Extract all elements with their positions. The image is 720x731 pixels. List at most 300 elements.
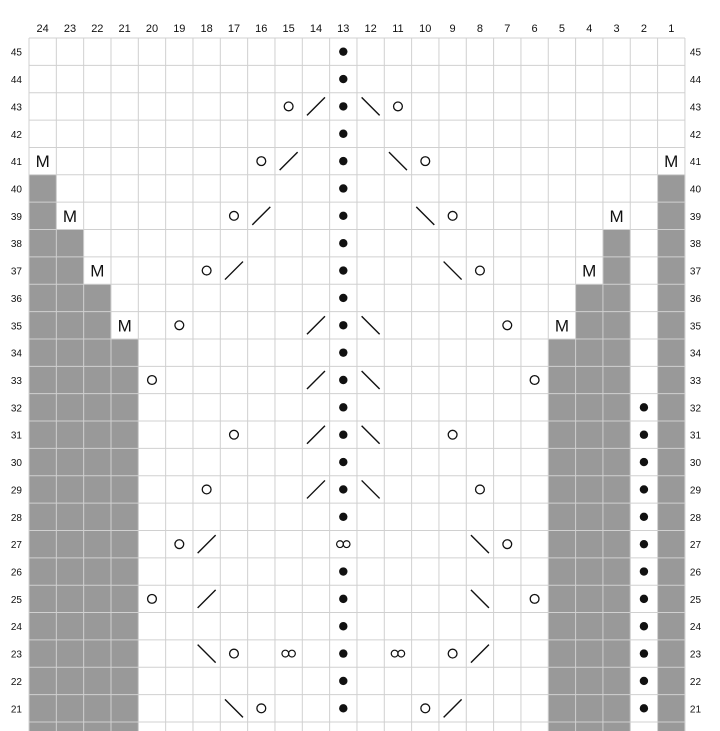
gray-cell [56,695,84,723]
make-one-symbol: M [582,261,597,281]
gray-cell [84,585,112,613]
yarn-over-symbol [175,321,184,330]
ssk-symbol [225,699,243,717]
row-number-left: 22 [10,676,22,688]
k2tog-symbol [280,152,298,170]
k2tog-symbol [307,316,325,334]
gray-cell [29,722,57,731]
gray-cell [29,394,57,422]
gray-cell [658,640,686,668]
filled-dot-symbol [339,294,347,302]
column-number: 18 [200,23,213,35]
yarn-over-symbol [448,211,457,220]
filled-dot-symbol [640,403,648,411]
gray-cell [603,613,631,641]
gray-cell [29,448,57,476]
ssk-symbol [471,535,489,553]
ssk-symbol [389,152,407,170]
double-yarn-over-symbol [391,650,398,657]
row-number-right: 28 [689,512,702,524]
column-number: 7 [504,23,511,35]
gray-cell [548,585,576,613]
filled-dot-symbol [640,458,648,466]
gray-cell [603,339,631,367]
column-number: 20 [145,23,159,35]
gray-cell [576,722,604,731]
column-number: 8 [476,23,484,35]
make-one-symbol: M [554,316,570,336]
gray-cell [56,667,84,695]
yarn-over-symbol [257,157,266,166]
gray-cell [56,230,84,258]
gray-cell [576,667,604,695]
gray-cell [111,394,139,422]
k2tog-symbol [307,426,325,444]
row-number-right: 31 [689,430,702,442]
yarn-over-symbol [448,649,457,658]
make-one-symbol: M [117,316,132,336]
double-yarn-over-symbol [282,650,289,657]
gray-cell [29,640,57,668]
gray-cell [29,695,57,723]
ssk-symbol [362,316,380,334]
filled-dot-symbol [640,485,648,493]
gray-cell [658,503,686,531]
gray-cell [658,230,686,258]
gray-cell [548,476,576,504]
gray-cell [603,667,631,695]
gray-cell [658,667,686,695]
filled-dot-symbol [339,458,347,466]
filled-dot-symbol [339,567,347,575]
gray-cell [84,366,112,394]
gray-cell [548,448,576,476]
gray-cell [548,640,576,668]
double-yarn-over-symbol [289,650,296,657]
gray-cell [111,366,139,394]
column-number: 16 [255,23,268,35]
gray-cell [576,585,604,613]
filled-dot-symbol [339,595,347,603]
gray-cell [56,503,84,531]
gray-cell [84,613,112,641]
gray-cell [603,284,631,312]
gray-cell [548,613,576,641]
row-number-right: 35 [689,321,702,333]
make-one-symbol: M [62,206,78,226]
gray-cell [658,175,686,203]
row-number-left: 30 [10,458,22,470]
row-number-right: 34 [689,348,702,360]
gray-cell [548,558,576,586]
gray-cell [84,503,112,531]
ssk-symbol [362,371,380,389]
gray-cell [548,530,576,558]
filled-dot-symbol [339,348,347,356]
gray-cell [29,175,57,203]
gray-cell [56,722,84,731]
k2tog-symbol [471,645,489,663]
column-number: 17 [227,23,241,35]
ssk-symbol [471,590,489,608]
row-number-left: 27 [10,540,22,552]
gray-cell [56,284,84,312]
gray-cell [576,503,604,531]
gray-cell [84,695,112,723]
gray-cell [548,394,576,422]
gray-cell [111,722,139,731]
gray-cell [84,558,112,586]
row-number-left: 31 [10,430,22,442]
gray-cell [576,339,604,367]
k2tog-symbol [307,480,325,498]
column-number: 13 [337,23,350,35]
yarn-over-symbol [448,430,457,439]
make-one-symbol: M [90,261,105,281]
gray-cell [111,640,139,668]
row-number-left: 45 [10,47,22,59]
gray-cell [29,284,57,312]
gray-cell [548,421,576,449]
yarn-over-symbol [202,485,211,494]
gray-cell [29,585,57,613]
row-number-right: 40 [689,184,702,196]
ssk-symbol [362,480,380,498]
k2tog-symbol [307,97,325,115]
yarn-over-symbol [421,704,430,713]
row-number-right: 41 [689,157,702,169]
gray-cell [603,312,631,340]
gray-cell [576,558,604,586]
gray-cell [56,640,84,668]
gray-cell [84,530,112,558]
gray-cell [29,312,57,340]
gray-cell [658,448,686,476]
filled-dot-symbol [640,649,648,657]
gray-cell [548,339,576,367]
gray-cell [29,366,57,394]
column-number: 9 [449,23,456,35]
filled-dot-symbol [640,677,648,685]
gray-cell [603,695,631,723]
row-number-right: 22 [689,676,702,688]
k2tog-symbol [444,699,462,717]
ssk-symbol [444,262,462,280]
gray-cell [658,312,686,340]
row-number-left: 35 [10,321,22,333]
k2tog-symbol [225,262,243,280]
gray-cell [111,558,139,586]
gray-cell [603,722,631,731]
row-number-left: 21 [10,704,22,716]
gray-cell [29,530,57,558]
make-one-symbol: M [609,206,624,226]
row-number-right: 39 [689,211,702,223]
row-number-left: 24 [10,622,22,634]
gray-cell [29,339,57,367]
gray-cell [603,421,631,449]
gray-cell [658,257,686,285]
ssk-symbol [416,207,434,225]
gray-cell [29,202,57,230]
row-number-left: 43 [10,102,22,114]
gray-cell [603,640,631,668]
yarn-over-symbol [503,540,512,549]
gray-cell [576,366,604,394]
row-number-left: 44 [10,75,22,87]
filled-dot-symbol [339,47,347,55]
gray-cell [603,257,631,285]
filled-dot-symbol [339,376,347,384]
gray-cell [603,585,631,613]
row-number-left: 41 [10,157,22,169]
ssk-symbol [362,97,380,115]
filled-dot-symbol [339,677,347,685]
row-number-right: 33 [689,376,702,387]
gray-cell [56,585,84,613]
row-number-right: 42 [689,129,702,141]
yarn-over-symbol [175,540,184,549]
gray-cell [603,503,631,531]
gray-cell [84,421,112,449]
gray-cell [658,339,686,367]
filled-dot-symbol [339,212,347,220]
gray-cell [111,339,139,367]
gray-cell [111,667,139,695]
gray-cell [84,640,112,668]
row-number-right: 21 [689,704,702,716]
ssk-symbol [362,426,380,444]
row-number-left: 38 [10,239,22,251]
gray-cell [603,230,631,258]
gray-cell [576,613,604,641]
yarn-over-symbol [476,266,485,275]
gray-cell [603,448,631,476]
row-number-left: 33 [10,376,22,387]
row-number-left: 34 [10,348,22,360]
gray-cell [84,339,112,367]
gray-cell [576,284,604,312]
gray-cell [576,312,604,340]
filled-dot-symbol [339,622,347,630]
row-number-left: 40 [10,184,22,196]
yarn-over-symbol [148,594,157,603]
yarn-over-symbol [503,321,512,330]
gray-cell [603,530,631,558]
column-number: 10 [419,23,432,35]
gray-cell [603,558,631,586]
column-number: 15 [282,23,295,35]
column-number: 22 [91,23,104,35]
gray-cell [111,503,139,531]
gray-cell [84,394,112,422]
yarn-over-symbol [257,704,266,713]
column-number: 1 [668,23,675,35]
gray-cell [29,230,57,258]
gray-cell [576,640,604,668]
gray-cell [29,421,57,449]
gray-cell [84,284,112,312]
row-number-right: 38 [689,239,702,251]
yarn-over-symbol [284,102,293,111]
yarn-over-symbol [530,376,539,385]
gray-cell [548,667,576,695]
gray-cell [603,366,631,394]
gray-cell [658,695,686,723]
row-number-left: 42 [10,129,22,141]
filled-dot-symbol [640,567,648,575]
yarn-over-symbol [530,594,539,603]
row-number-right: 27 [689,540,702,552]
row-number-left: 32 [10,403,22,415]
yarn-over-symbol [230,211,239,220]
gray-cell [658,585,686,613]
column-number: 14 [309,23,323,35]
filled-dot-symbol [339,513,347,521]
yarn-over-symbol [202,266,211,275]
yarn-over-symbol [476,485,485,494]
column-number: 23 [63,23,77,35]
gray-cell [29,257,57,285]
gray-cell [56,312,84,340]
row-number-left: 23 [10,649,22,661]
gray-cell [84,448,112,476]
column-number: 4 [586,23,593,35]
gray-cell [548,695,576,723]
gray-cell [84,722,112,731]
column-number: 3 [613,23,620,35]
gray-cell [658,202,686,230]
gray-cell [56,613,84,641]
row-number-right: 32 [689,403,702,415]
row-number-right: 37 [689,266,702,278]
gray-cell [56,558,84,586]
column-number: 21 [118,23,131,35]
gray-cell [84,667,112,695]
yarn-over-symbol [148,376,157,385]
gray-cell [658,530,686,558]
k2tog-symbol [198,535,216,553]
gray-cell [576,421,604,449]
gray-cell [111,530,139,558]
gray-cell [111,585,139,613]
gray-cell [56,421,84,449]
filled-dot-symbol [339,704,347,712]
double-yarn-over-symbol [337,541,344,548]
filled-dot-symbol [640,513,648,521]
double-yarn-over-symbol [398,650,405,657]
row-number-right: 30 [689,458,702,470]
gray-cell [576,695,604,723]
row-number-right: 23 [689,649,702,661]
filled-dot-symbol [339,75,347,83]
yarn-over-symbol [394,102,403,111]
gray-cell [658,722,686,731]
gray-cell [111,421,139,449]
k2tog-symbol [198,590,216,608]
gray-cell [658,394,686,422]
gray-cell [576,394,604,422]
gray-cell [576,448,604,476]
row-number-right: 36 [689,293,702,305]
gray-cell [29,613,57,641]
gray-cell [658,366,686,394]
gray-cell [29,476,57,504]
filled-dot-symbol [339,321,347,329]
gray-cell [548,503,576,531]
column-number: 24 [36,23,49,35]
gray-cell [56,448,84,476]
row-number-right: 26 [689,567,702,579]
gray-cell [84,476,112,504]
row-number-right: 24 [689,622,702,634]
gray-cell [658,558,686,586]
gray-cell [548,722,576,731]
filled-dot-symbol [339,130,347,138]
column-number: 11 [392,23,404,35]
filled-dot-symbol [640,540,648,548]
row-number-left: 28 [10,512,22,524]
yarn-over-symbol [230,430,239,439]
gray-cell [56,366,84,394]
yarn-over-symbol [230,649,239,658]
gray-cell [56,257,84,285]
gray-cell [658,476,686,504]
gray-cell [576,476,604,504]
gray-cell [658,284,686,312]
row-number-right: 29 [689,485,702,497]
gray-cell [603,476,631,504]
filled-dot-symbol [640,431,648,439]
ssk-symbol [198,645,216,663]
gray-cell [56,394,84,422]
gray-cell [29,558,57,586]
gray-cell [603,394,631,422]
filled-dot-symbol [339,157,347,165]
gray-cell [56,339,84,367]
filled-dot-symbol [640,595,648,603]
gray-cell [84,312,112,340]
row-number-right: 43 [689,102,702,114]
gray-cell [56,476,84,504]
row-number-left: 39 [10,211,22,223]
filled-dot-symbol [339,266,347,274]
filled-dot-symbol [339,403,347,411]
row-number-right: 45 [689,47,702,59]
column-number: 2 [640,23,647,35]
row-number-left: 36 [10,293,22,305]
column-number: 12 [364,23,377,35]
row-number-left: 25 [10,594,22,606]
gray-cell [111,695,139,723]
row-number-right: 25 [689,594,702,606]
filled-dot-symbol [640,704,648,712]
gray-cell [111,613,139,641]
gray-cell [29,503,57,531]
gray-cell [658,421,686,449]
gray-cell [111,476,139,504]
column-number: 19 [173,23,186,35]
gray-cell [29,667,57,695]
k2tog-symbol [307,371,325,389]
column-number: 5 [558,23,565,35]
gray-cell [658,613,686,641]
filled-dot-symbol [339,184,347,192]
filled-dot-symbol [339,649,347,657]
gray-cell [548,366,576,394]
filled-dot-symbol [339,431,347,439]
double-yarn-over-symbol [343,541,350,548]
